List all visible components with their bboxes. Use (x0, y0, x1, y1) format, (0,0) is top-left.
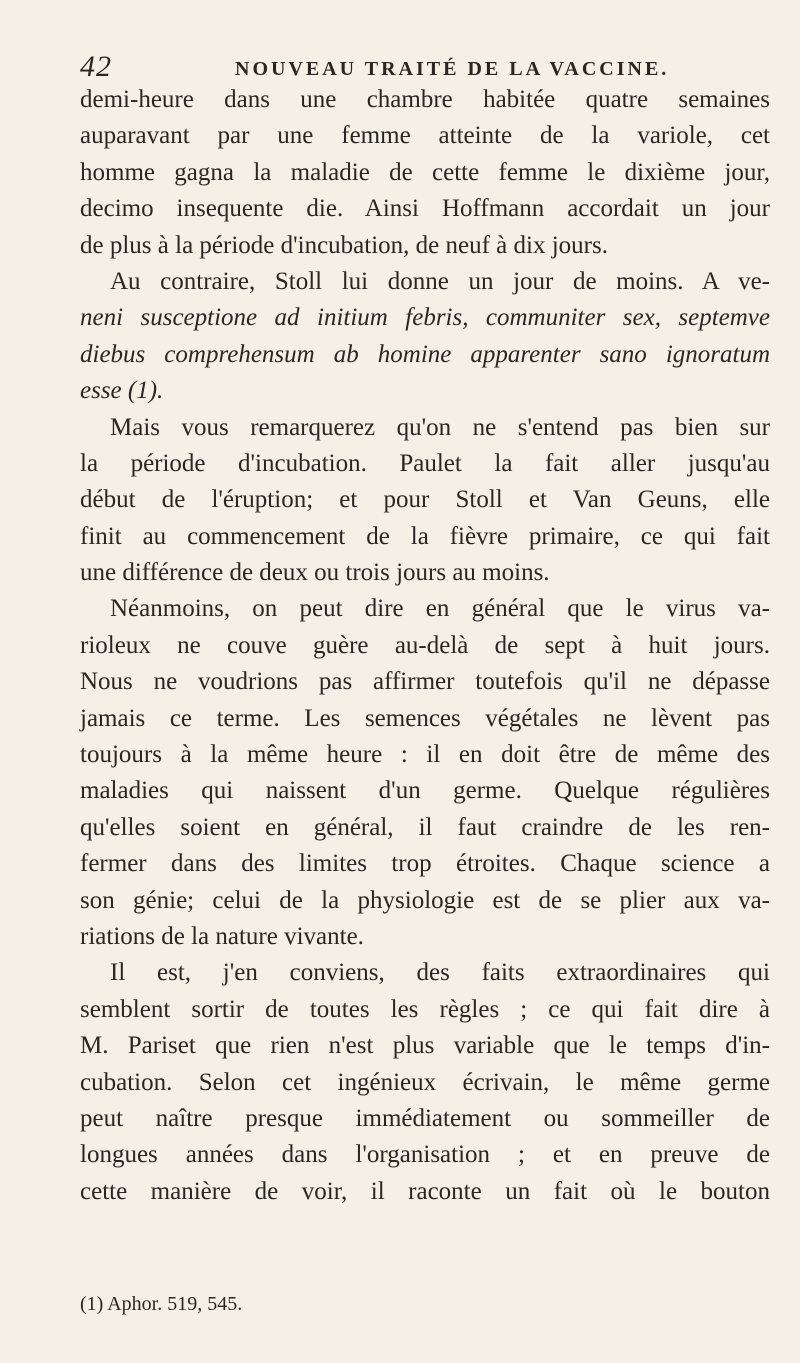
text-line: maladies qui naissent d'un germe. Quelque régulières (80, 777, 770, 805)
text-line: homme gagna la maladie de cette femme le dixième jour, (80, 158, 770, 186)
running-head: NOUVEAU TRAITÉ DE LA VACCINE. (235, 58, 670, 80)
text-line: rioleux ne couve guère au-delà de sept à huit jours. (80, 631, 770, 659)
page-number: 42 (80, 50, 112, 83)
text-line: peut naître presque immédiatement ou sommeiller de (80, 1104, 770, 1132)
text-line: riations de la nature vivante. (80, 922, 364, 950)
text-line: finit au commencement de la fièvre primaire, ce qui fait (80, 522, 770, 550)
text-line: cubation. Selon cet ingénieux écrivain, le même germe (80, 1068, 770, 1096)
text-line: demi-heure dans une chambre habitée quatre semaines (80, 86, 770, 113)
text-line: M. Pariset que rien n'est plus variable que le temps d'in- (80, 1032, 770, 1060)
text-line: jamais ce terme. Les semences végétales ne lèvent pas (80, 704, 770, 732)
text-line: longues années dans l'organisation ; et en preuve de (80, 1141, 770, 1169)
text-line: Nous ne voudrions pas affirmer toutefois qu'il ne dépasse (80, 668, 770, 696)
text-line: Mais vous remarquerez qu'on ne s'entend pas bien sur (110, 413, 770, 441)
text-line: début de l'éruption; et pour Stoll et Van Geuns, elle (80, 486, 770, 514)
text-line: toujours à la même heure : il en doit être de même des (80, 741, 770, 769)
text-line: Au contraire, Stoll lui donne un jour de moins. A ve- (110, 267, 770, 295)
text-line: son génie; celui de la physiologie est de se plier aux va- (80, 886, 770, 914)
text-line: cette manière de voir, il raconte un fait où le bouton (80, 1177, 770, 1205)
text-line: qu'elles soient en général, il faut craindre de les ren- (80, 813, 770, 841)
text-line: la période d'incubation. Paulet la fait aller jusqu'au (80, 449, 770, 477)
text-line: auparavant par une femme atteinte de la variole, cet (80, 122, 770, 150)
body-text (80, 82, 770, 1210)
footnote: (1) Aphor. 519, 545. (80, 1293, 243, 1315)
text-line: semblent sortir de toutes les règles ; ce qui fait dire à (80, 995, 770, 1023)
text-line: de plus à la période d'incubation, de neuf à dix jours. (80, 231, 608, 259)
text-line-latin: esse (1). (80, 377, 164, 405)
text-line: Néanmoins, on peut dire en général que le virus va- (110, 595, 770, 623)
text-line: Il est, j'en conviens, des faits extraordinaires qui (110, 959, 770, 987)
text-line: decimo insequente die. Ainsi Hoffmann accordait un jour (80, 195, 770, 223)
text-line: fermer dans des limites trop étroites. Chaque science a (80, 850, 770, 878)
text-line-latin: neni susceptione ad initium febris, communiter sex, septemve (80, 304, 770, 332)
text-line: une différence de deux ou trois jours au moins. (80, 559, 550, 587)
text-line-latin: diebus comprehensum ab homine apparenter sano ignoratum (80, 340, 770, 368)
